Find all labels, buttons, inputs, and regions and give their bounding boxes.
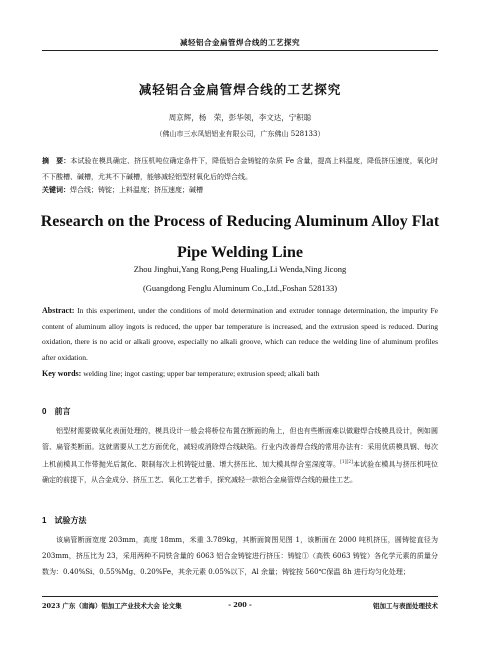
affiliation-cn: （佛山市三水凤铝铝业有限公司，广东佛山 528133） [155,130,325,138]
footer-proceedings: 2023 广东（南海）铝加工产业技术大会 论文集 [42,602,182,610]
abstract-en-text: In this experiment, under the conditions of mold determination and extruder tonnage determination, the impurity Fe content of aluminum alloy ingots is reduced, the upper bar temperature is increased, and the extrusion speed is reduced. During oxidation, there is no acid or alkali groove, especially no alkali groove, which can reduce the welding line of aluminum profiles after oxidation. [42,306,438,362]
method-paragraph: 该扁管断面宽度 203mm，高度 18mm，米重 3.789kg，其断面简图见图 1，该断面在 2000 吨机挤压，圆铸锭直径为 203mm，挤压比为 23，采用两种不同铁含量的 6063 铝合金铸锭进行挤压：铸锭①（高铁 6063 铸锭）各化学元素的质量分数为：0.40%Si、0.55%Mg、0.20%Fe，其余元素 0.05%以下，Al 余量；铸锭按 560℃保温 8h 进行均匀化处理； [42,536,438,576]
abstract-cn-text: 本试验在模具确定、挤压机吨位确定条件下，降低铝合金铸锭的杂质 Fe 含量，提高上料温度，降低挤压速度，氧化时不下酸槽、碱槽，尤其不下碱槽，能够减轻铝型材氧化后的焊合线。 [42,157,438,181]
section-title: 试验方法 [54,515,87,525]
intro-paragraph [42,423,438,488]
running-head: 减轻铝合金扁管焊合线的工艺探究 [180,38,300,47]
intro-text-b: 本试验在模具与挤压机吨位确定的前提下，从合金成分、挤压工艺、氧化工艺着手，探究减轻一款铝合金扁管焊合线的最佳工艺。 [42,460,439,485]
abstract-cn [42,153,438,185]
section-number: 1 [42,516,47,525]
keywords-cn-label: 关键词： [42,185,70,194]
keywords-cn [42,182,438,199]
section-number: 0 [42,407,47,416]
keywords-cn-text: 焊合线；铸锭；上料温度；挤压速度；碱槽 [70,186,203,194]
footer-rule [42,596,438,597]
authors-en: Zhou Jinghui,Yang Rong,Peng Hualing,Li Wenda,Ning Jicong [133,264,347,274]
section-heading-method [42,515,86,526]
section-heading-intro [42,406,70,417]
keywords-en-label: Key words: [42,369,82,378]
intro-text-a: 铝型材需要做氧化表面处理的，模具设计一般会将桥位布置在断面的角上，但也有些断面难以做避焊合线模具设计，例如圆管、扁管类断面。这就需要从工艺方面优化，减轻或消除焊合线缺陷。行业内改善焊合线的常用办法有：采用优质模具钢、每次上机前模具工作带抛光后氮化、限制每次上机铸锭过量、增大挤压比、加大模具焊合室深度等。 [42,427,438,469]
keywords-en [42,366,438,382]
abstract-cn-label: 摘 要： [42,156,71,165]
footer-section: 铝加工与表面处理技术 [373,602,438,610]
header-rule [42,50,438,51]
section-title: 前言 [54,406,71,416]
page-footer [42,601,438,613]
abstract-en [42,303,438,365]
affiliation-en: (Guangdong Fenglu Aluminum Co.,Ltd.,Foshan 528133) [142,283,338,293]
page-number: - 200 - [228,601,252,609]
citation-marker: [1][2] [340,460,353,465]
abstract-en-label: Abstract: [42,306,75,315]
paper-title-cn: 减轻铝合金扁管焊合线的工艺探究 [138,82,342,97]
paper-title-en: Research on the Process of Reducing Aluminum Alloy Flat Pipe Welding Line [40,213,440,261]
keywords-en-text: welding line; ingot casting; upper bar temperature; extrusion speed; alkali bath [83,369,320,378]
authors-cn: 周京辉，杨 荣，彭华领，李文达，宁积聪 [168,113,312,122]
